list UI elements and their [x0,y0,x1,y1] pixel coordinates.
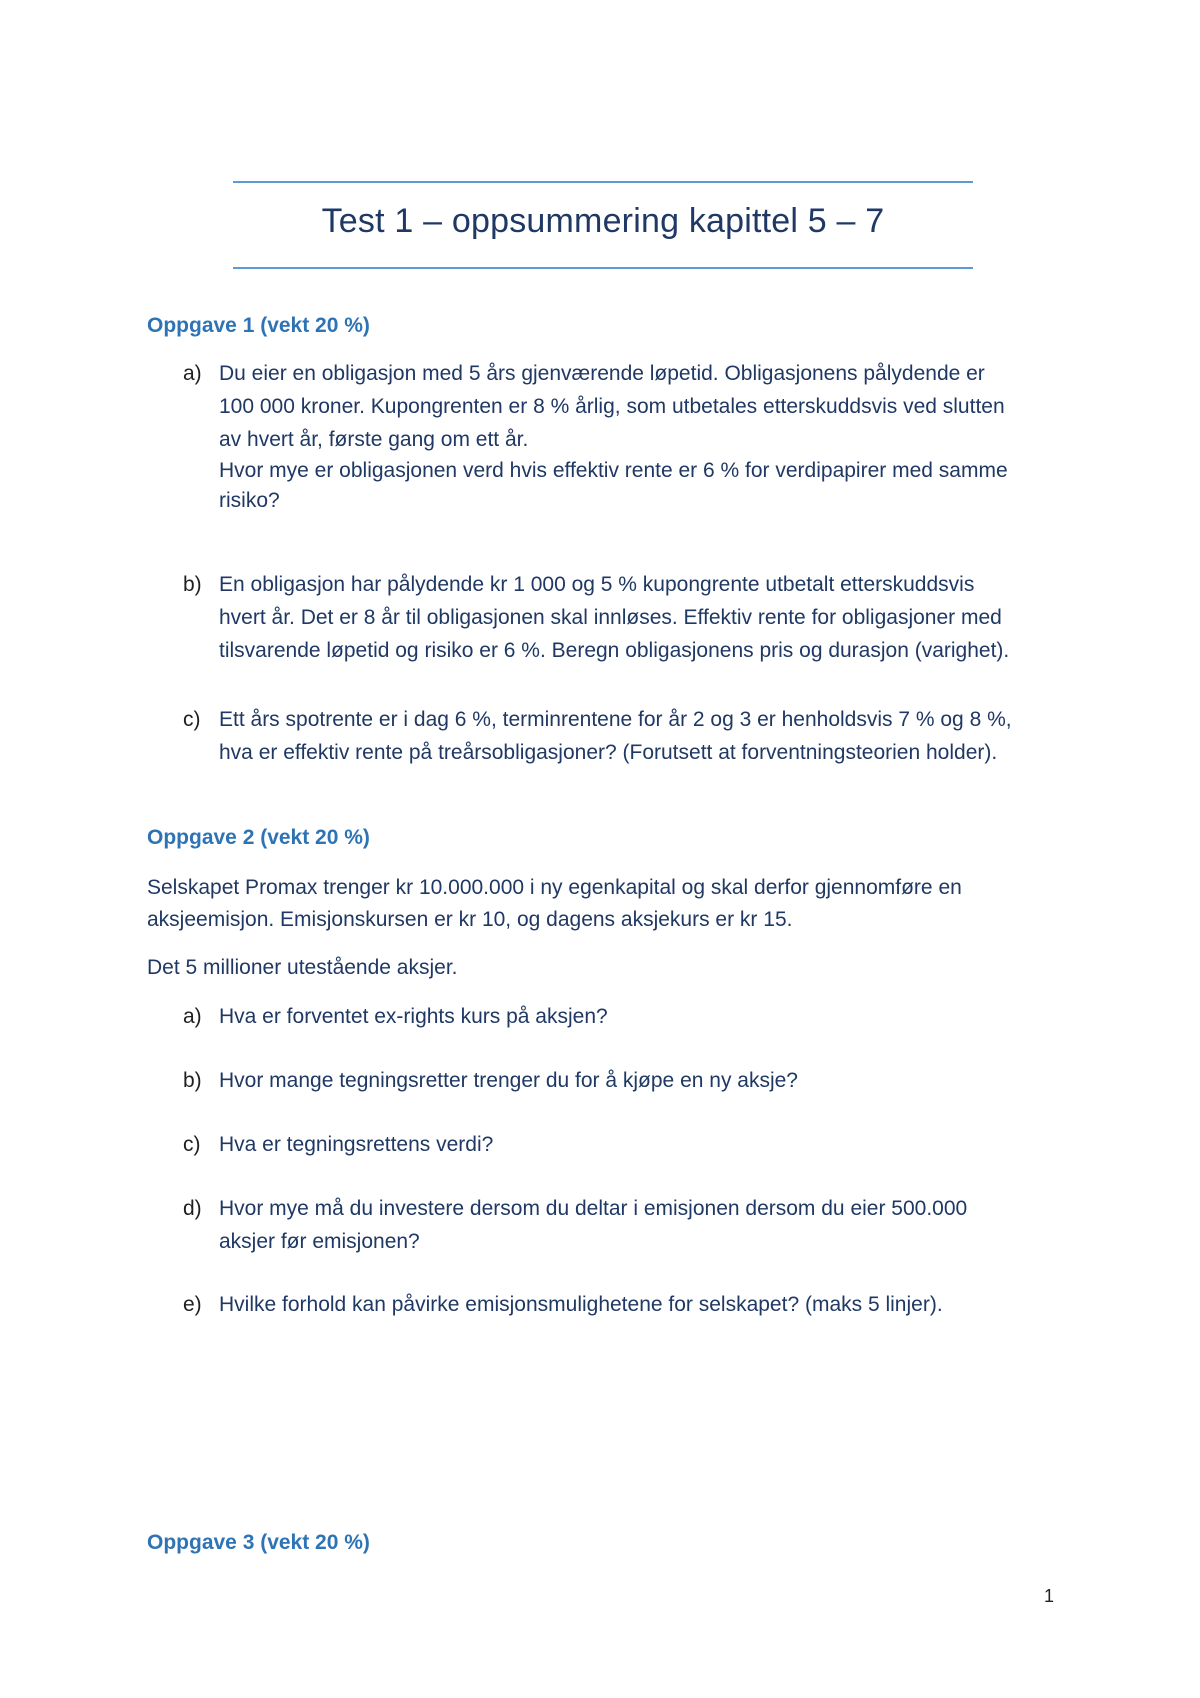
item-text [219,1000,1069,1033]
item-text [219,1064,1069,1097]
title-rule-top [233,181,973,183]
text-line: hva er effektiv rente på treårsobligasjoner? (Forutsett at forventningsteorien holder). [219,741,998,764]
item-text [219,1288,1069,1321]
title-rule-bottom [233,267,973,269]
item-label: a) [183,362,202,385]
text-line: risiko? [219,489,280,512]
item-label: d) [183,1197,202,1220]
item-label: b) [183,1069,202,1092]
text-line: Hva er forventet ex-rights kurs på aksjen? [219,1005,608,1028]
text-line: Hvor mye er obligasjonen verd hvis effektiv rente er 6 % for verdipapirer med samme [219,459,1008,482]
text-line: hvert år. Det er 8 år til obligasjonen skal innløses. Effektiv rente for obligasjoner med [219,606,1002,629]
text-line: Hvor mange tegningsretter trenger du for å kjøpe en ny aksje? [219,1069,798,1092]
text-line: 100 000 kroner. Kupongrenten er 8 % årlig, som utbetales etterskuddsvis ved slutten [219,395,1005,418]
item-text [219,568,1069,667]
item-text [219,357,1069,516]
text-line: aksjer før emisjonen? [219,1230,420,1253]
item-label: e) [183,1293,202,1316]
item-label: a) [183,1005,202,1028]
item-text [219,703,1069,769]
task2-intro [147,872,1067,936]
task2-intro2: Det 5 millioner utestående aksjer. [147,956,458,979]
page-number: 1 [1044,1586,1055,1606]
task1-heading: Oppgave 1 (vekt 20 %) [147,314,370,337]
item-text [219,1192,1069,1258]
text-line: Du eier en obligasjon med 5 års gjenværende løpetid. Obligasjonens pålydende er [219,362,985,385]
item-text [219,1128,1069,1161]
text-line: av hvert år, første gang om ett år. [219,428,529,451]
item-label: c) [183,1133,201,1156]
text-line: Ett års spotrente er i dag 6 %, terminrentene for år 2 og 3 er henholdsvis 7 % og 8 %, [219,708,1012,731]
item-label: b) [183,573,202,596]
text-line: aksjeemisjon. Emisjonskursen er kr 10, og dagens aksjekurs er kr 15. [147,908,793,931]
task3-heading: Oppgave 3 (vekt 20 %) [147,1531,370,1554]
task2-heading: Oppgave 2 (vekt 20 %) [147,826,370,849]
item-label: c) [183,708,201,731]
page-title: Test 1 – oppsummering kapittel 5 – 7 [321,202,885,240]
text-line: Selskapet Promax trenger kr 10.000.000 i ny egenkapital og skal derfor gjennomføre en [147,876,962,899]
text-line: Hvor mye må du investere dersom du deltar i emisjonen dersom du eier 500.000 [219,1197,968,1220]
text-line: En obligasjon har pålydende kr 1 000 og 5 % kupongrente utbetalt etterskuddsvis [219,573,975,596]
text-line: Hva er tegningsrettens verdi? [219,1133,494,1156]
text-line: Hvilke forhold kan påvirke emisjonsmulighetene for selskapet? (maks 5 linjer). [219,1293,943,1316]
text-line: tilsvarende løpetid og risiko er 6 %. Beregn obligasjonens pris og durasjon (varighet). [219,639,1010,662]
